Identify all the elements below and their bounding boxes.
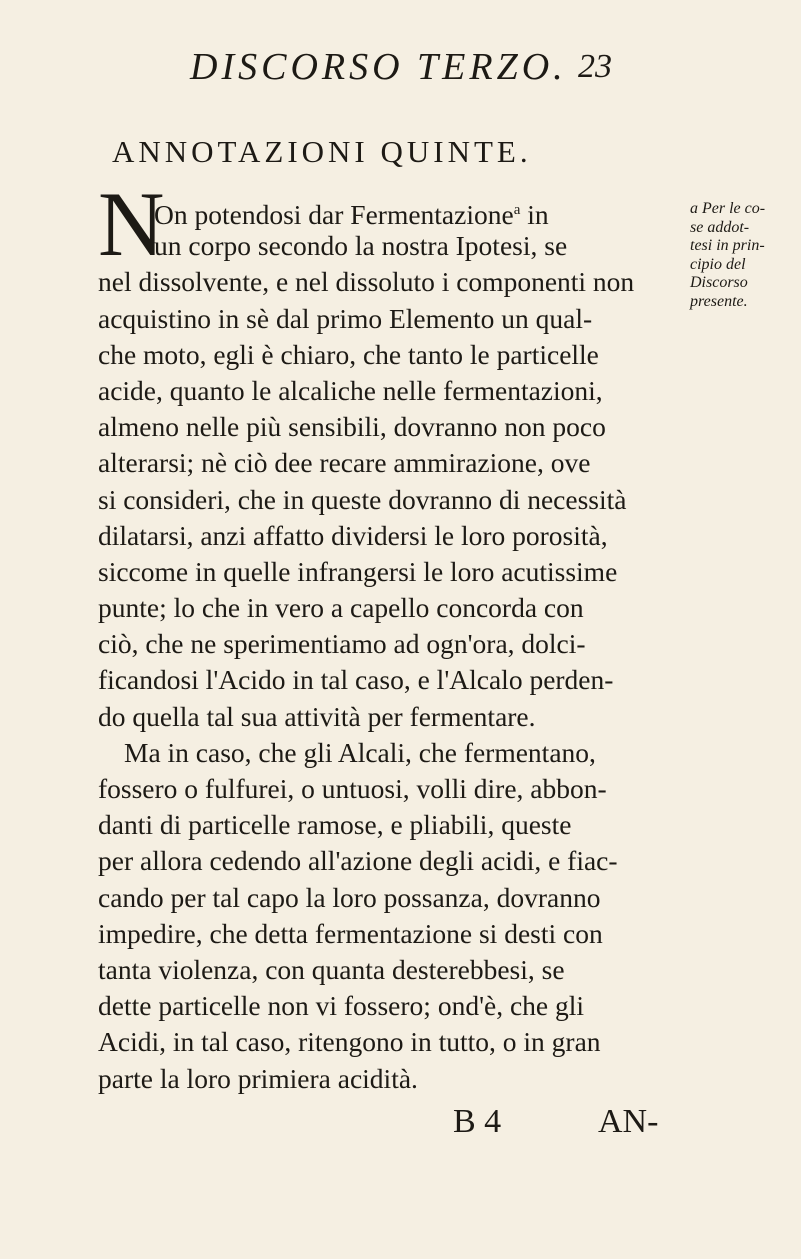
text-line: ficandosi l'Acido in tal caso, e l'Alcalo perden- [98, 664, 614, 696]
text-line: che moto, egli è chiaro, che tanto le particelle [98, 338, 599, 370]
text-line: cando per tal capo la loro possanza, dovranno [98, 881, 601, 913]
text-line: fossero o fulfurei, o untuosi, volli dire, abbon- [98, 773, 607, 804]
text-line: si consideri, che in queste dovranno di necessità [98, 483, 627, 515]
margin-note-line: tesi in prin- [690, 237, 765, 254]
text-line: dette particelle non vi fossero; ond'è, che gli [98, 990, 585, 1022]
text-line: tanta violenza, con quanta desterebbesi, se [98, 953, 565, 985]
text-line: do quella tal sua attività per fermentare. [98, 700, 536, 732]
text-line: almeno nelle più sensibili, dovranno non poco [98, 411, 606, 443]
text-line: dilatarsi, anzi affatto dividersi le loro porosità, [98, 519, 608, 551]
text-line: acquistino in sè dal primo Elemento un qual- [98, 302, 593, 334]
text-line: Ma in caso, che gli Alcali, che fermentano, [124, 736, 596, 768]
text-line: impedire, che detta fermentazione si desti con [98, 917, 603, 949]
text-line: parte la loro primiera acidità. [98, 1062, 418, 1094]
margin-note [690, 200, 800, 311]
section-title: ANNOTAZIONI QUINTE. [112, 134, 532, 169]
margin-note-line: presente. [690, 292, 748, 310]
text-line: un corpo secondo la nostra Ipotesi, se [154, 230, 568, 262]
margin-note-line: cipio del [690, 255, 746, 273]
text-line: punte; lo che in vero a capello concorda con [98, 592, 584, 624]
text-line: ciò, che ne sperimentiamo ad ogn'ora, dolci- [98, 628, 586, 660]
running-head: DISCORSO TERZO. [190, 46, 567, 88]
text-line: alterarsi; nè ciò dee recare ammirazione, ove [98, 447, 591, 479]
margin-note-line: Discorso [690, 274, 748, 291]
text-line: nel dissolvente, e nel dissoluto i componenti non [98, 266, 635, 298]
catchword: AN- [598, 1103, 659, 1140]
text-line: per allora cedendo all'azione degli acidi, e fiac- [98, 845, 618, 877]
page-number: 23 [578, 48, 612, 85]
text-line: acide, quanto le alcaliche nelle fermentazioni, [98, 374, 603, 406]
margin-note-line: se addot- [690, 218, 750, 236]
text-line: Acidi, in tal caso, ritengono in tutto, o in gran [98, 1026, 601, 1058]
text-line: danti di particelle ramose, e pliabili, queste [98, 809, 572, 841]
text-line: On potendosi dar Fermentazione$^a$ in [154, 199, 549, 231]
text-line: siccome in quelle infrangersi le loro acutissime [98, 555, 618, 587]
note-mark: a [513, 202, 521, 218]
signature-mark: B 4 [453, 1103, 502, 1140]
margin-note-line: a Per le co- [690, 200, 766, 217]
body-text [98, 192, 680, 1097]
drop-cap: N [98, 173, 165, 275]
